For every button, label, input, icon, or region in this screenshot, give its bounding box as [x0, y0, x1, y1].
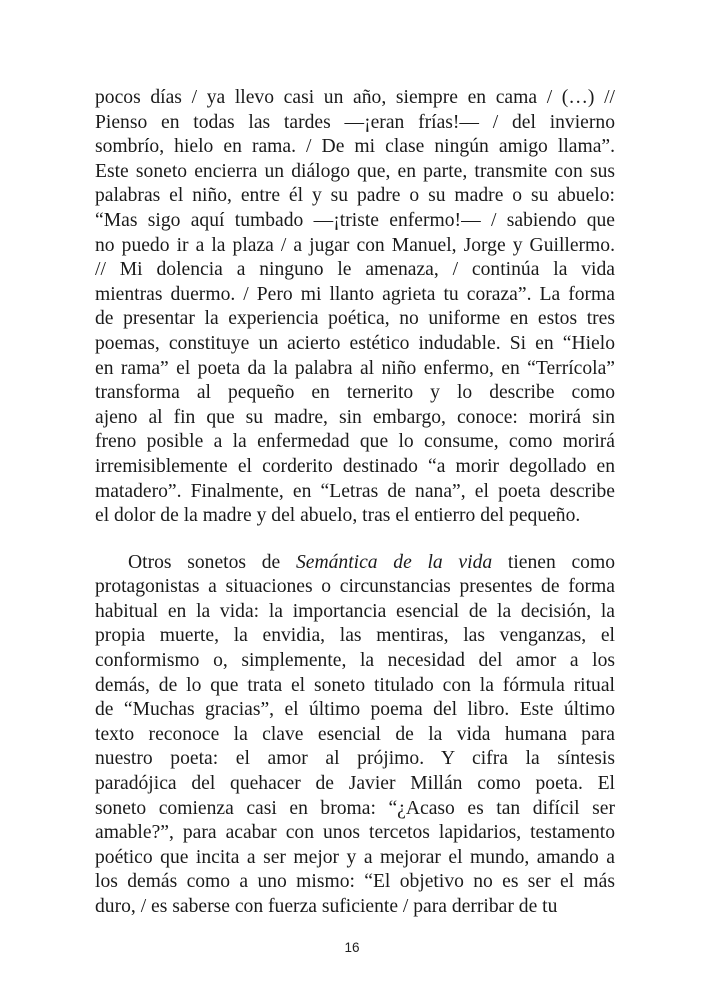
book-title-italic: Semántica de la vida [295, 551, 493, 573]
text-line: texto reconoce la clave esencial de la vida humana para [95, 723, 615, 745]
text-line: el dolor de la madre y del abuelo, tras el entierro del pequeño. [95, 505, 581, 527]
text-line: Este soneto encierra un diálogo que, en parte, transmite con sus [95, 160, 615, 182]
page-number: 16 [344, 940, 360, 955]
text-line: demás, de lo que trata el soneto titulado con la fórmula ritual [95, 674, 615, 696]
text-line: protagonistas a situaciones o circunstancias presentes de forma [95, 576, 615, 598]
text-line: de “Muchas gracias”, el último poema del libro. Este último [95, 699, 615, 721]
text-line: transforma al pequeño en ternerito y lo describe como [95, 382, 615, 404]
text-line: poemas, constituye un acierto estético indudable. Si en “Hielo [95, 332, 615, 354]
text-line: Pienso en todas las tardes —¡eran frías!— / del invierno [95, 111, 615, 133]
text-line: pocos días / ya llevo casi un año, siempre en cama / (…) // [95, 87, 615, 108]
text-line: “Mas sigo aquí tumbado —¡triste enfermo!— / sabiendo que [95, 209, 615, 231]
text-line: palabras el niño, entre él y su padre o su madre o su abuelo: [95, 185, 615, 207]
text-line: matadero”. Finalmente, en “Letras de nana”, el poeta describe [95, 480, 615, 502]
text-line-first [95, 551, 615, 576]
text-line: de presentar la experiencia poética, no uniforme en estos tres [95, 308, 615, 330]
text-line: sombrío, hielo en rama. / De mi clase ningún amigo llama”. [95, 136, 615, 158]
text-line: nuestro poeta: el amor al prójimo. Y cifra la síntesis [95, 748, 615, 770]
text-run: Otros sonetos de [128, 551, 296, 573]
text-line: poético que incita a ser mejor y a mejorar el mundo, amando a [95, 846, 615, 868]
text-line: no puedo ir a la plaza / a jugar con Manuel, Jorge y Guillermo. [95, 234, 615, 256]
text-line: paradójica del quehacer de Javier Millán como poeta. El [95, 773, 615, 795]
text-line: soneto comienza casi en broma: “¿Acaso es tan difícil ser [95, 797, 615, 819]
text-run: tienen como [492, 551, 615, 573]
text-line: en rama” el poeta da la palabra al niño enfermo, en “Terrícola” [95, 357, 615, 379]
text-line: conformismo o, simplemente, la necesidad del amor a los [95, 650, 615, 672]
body-text [95, 86, 615, 920]
text-line: propia muerte, la envidia, las mentiras, las venganzas, el [95, 625, 615, 647]
text-line: // Mi dolencia a ninguno le amenaza, / continúa la vida [95, 259, 615, 281]
text-line: habitual en la vida: la importancia esencial de la decisión, la [95, 600, 615, 622]
text-line: los demás como a uno mismo: “El objetivo no es ser el más [95, 871, 615, 893]
text-line: duro, / es saberse con fuerza suficiente / para derribar de tu [95, 896, 558, 917]
paragraph-1 [95, 86, 615, 529]
text-line: freno posible a la enfermedad que lo consume, como morirá [95, 431, 615, 453]
paragraph-2 [95, 551, 615, 920]
text-line: irremisiblemente el corderito destinado “a morir degollado en [95, 455, 615, 477]
text-line: ajeno al fin que su madre, sin embargo, conoce: morirá sin [95, 406, 615, 428]
text-line: amable?”, para acabar con unos tercetos lapidarios, testamento [95, 822, 615, 844]
text-line: mientras duermo. / Pero mi llanto agrieta tu coraza”. La forma [95, 283, 615, 305]
